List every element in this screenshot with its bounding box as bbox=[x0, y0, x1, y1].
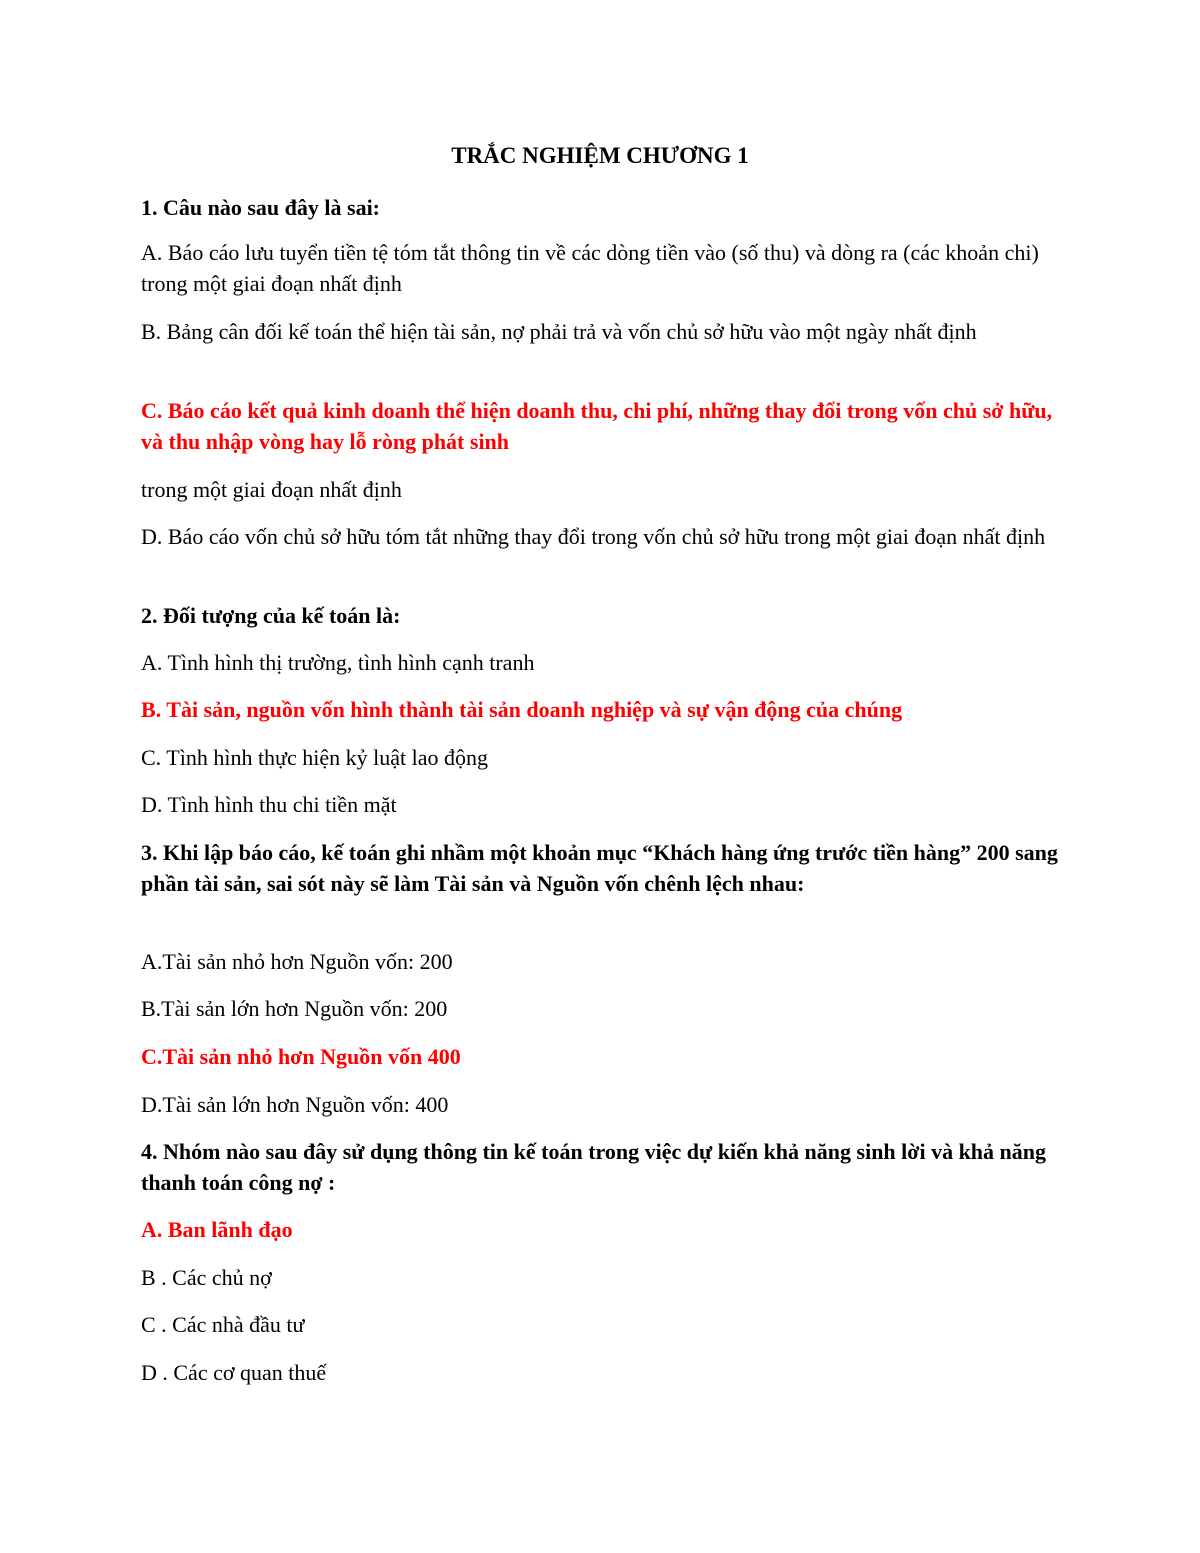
question-2: 2. Đối tượng của kế toán là: bbox=[141, 603, 401, 628]
question-1-option-c-continuation: trong một giai đoạn nhất định bbox=[141, 477, 402, 502]
question-1-option-d: D. Báo cáo vốn chủ sở hữu tóm tắt những thay đổi trong vốn chủ sở hữu trong một giai đoạn nhất định bbox=[141, 524, 1046, 549]
question-3: 3. Khi lập báo cáo, kế toán ghi nhầm một khoản mục “Khách hàng ứng trước tiền hàng” 200 sang phần tài sản, sai sót này sẽ làm Tài sản và Nguồn vốn chênh lệch nhau: bbox=[141, 840, 1058, 896]
question-3-option-b: B.Tài sản lớn hơn Nguồn vốn: 200 bbox=[141, 996, 448, 1021]
question-2-option-d: D. Tình hình thu chi tiền mặt bbox=[141, 792, 397, 817]
question-4-option-d: D . Các cơ quan thuế bbox=[141, 1360, 327, 1385]
question-2-option-c: C. Tình hình thực hiện kỷ luật lao động bbox=[141, 745, 488, 770]
question-4-option-a-correct: A. Ban lãnh đạo bbox=[141, 1217, 293, 1242]
question-1-option-a: A. Báo cáo lưu tuyển tiền tệ tóm tắt thông tin về các dòng tiền vào (số thu) và dòng ra (các khoản chi) trong một giai đoạn nhất định bbox=[141, 240, 1039, 296]
question-1-option-c-correct: C. Báo cáo kết quả kinh doanh thể hiện doanh thu, chi phí, những thay đổi trong vốn chủ sở hữu, và thu nhập vòng hay lỗ ròng phát sinh bbox=[141, 398, 1053, 454]
question-3-option-d: D.Tài sản lớn hơn Nguồn vốn: 400 bbox=[141, 1092, 449, 1117]
question-2-option-b-correct: B. Tài sản, nguồn vốn hình thành tài sản doanh nghiệp và sự vận động của chúng bbox=[141, 697, 903, 722]
question-2-option-a: A. Tình hình thị trường, tình hình cạnh tranh bbox=[141, 650, 535, 675]
question-4-option-b: B . Các chủ nợ bbox=[141, 1265, 272, 1290]
document-title: TRẮC NGHIỆM CHƯƠNG 1 bbox=[451, 143, 749, 168]
question-4-option-c: C . Các nhà đầu tư bbox=[141, 1312, 305, 1337]
question-3-option-a: A.Tài sản nhỏ hơn Nguồn vốn: 200 bbox=[141, 949, 453, 974]
question-1: 1. Câu nào sau đây là sai: bbox=[141, 195, 381, 220]
question-4: 4. Nhóm nào sau đây sử dụng thông tin kế toán trong việc dự kiến khả năng sinh lời và khả năng thanh toán công nợ : bbox=[141, 1139, 1047, 1195]
question-3-option-c-correct: C.Tài sản nhỏ hơn Nguồn vốn 400 bbox=[141, 1044, 461, 1069]
question-1-option-b: B. Bảng cân đối kế toán thể hiện tài sản, nợ phải trả và vốn chủ sở hữu vào một ngày nhất định bbox=[141, 319, 977, 344]
